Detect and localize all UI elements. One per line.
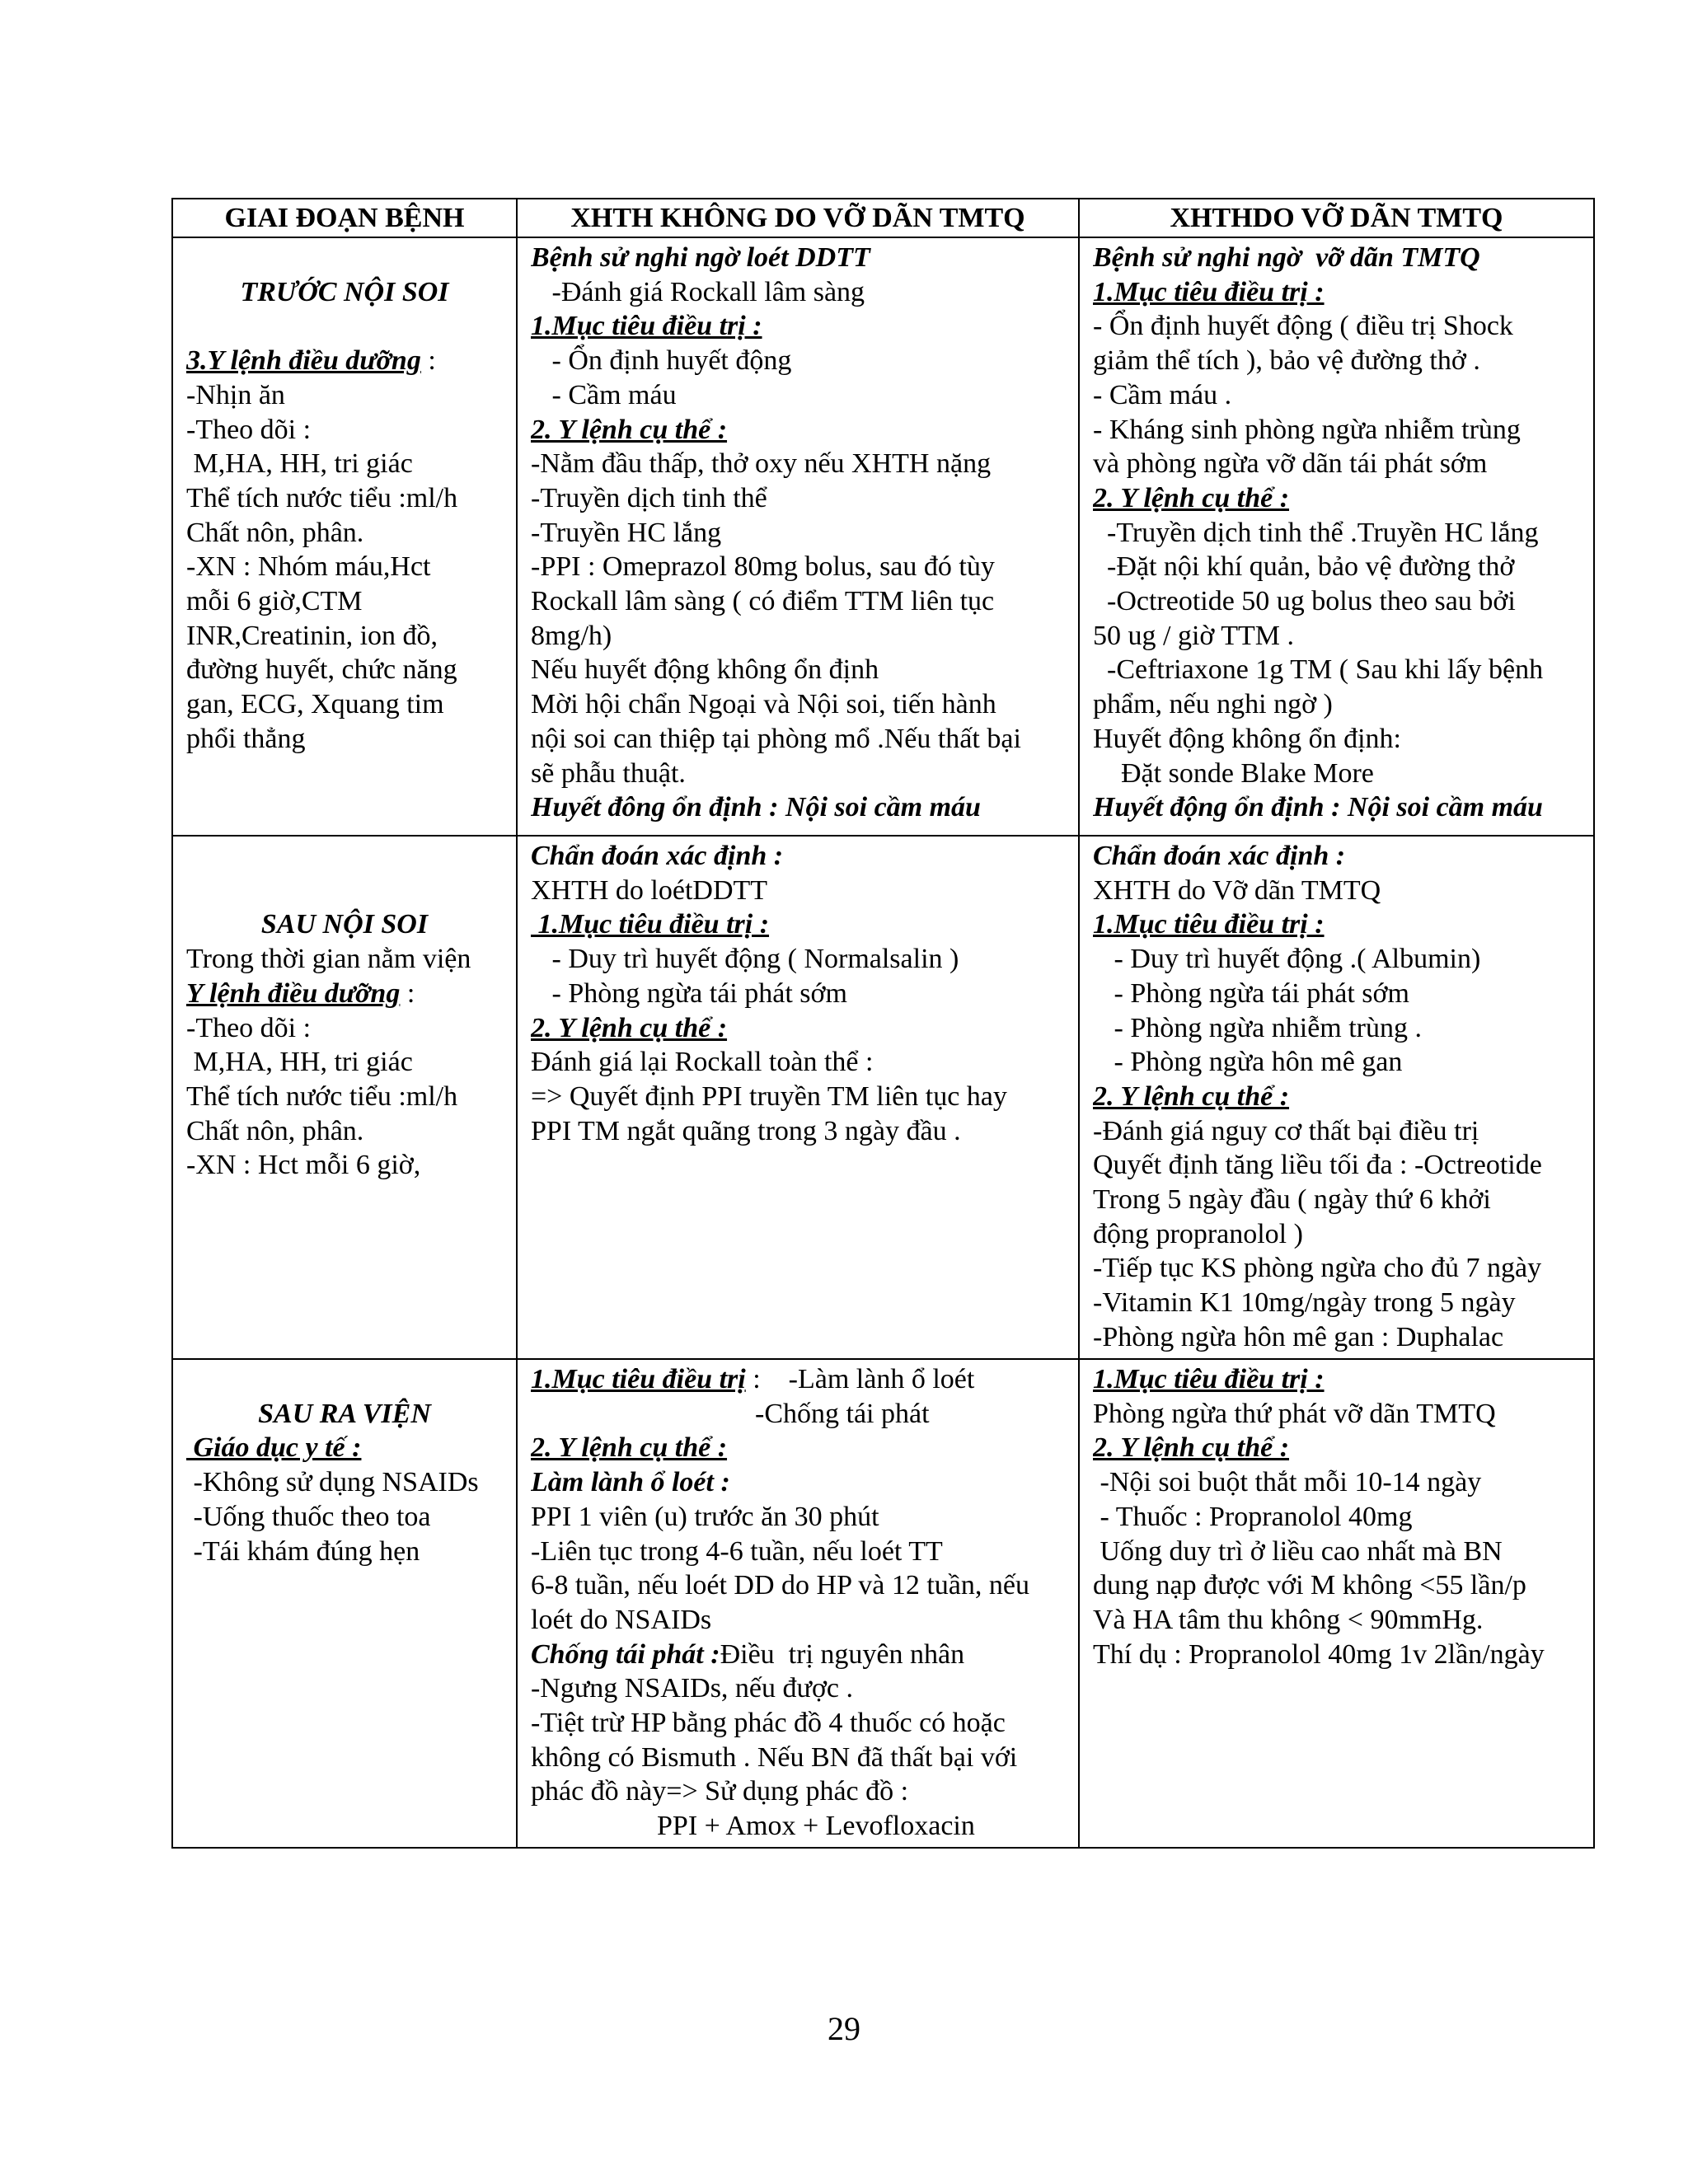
text-line: -Truyền dịch tinh thể .Truyền HC lắng	[1093, 517, 1539, 548]
text-line: -Truyền dịch tinh thể	[531, 482, 767, 513]
text-line: -Theo dõi :	[186, 414, 312, 445]
text-line: PPI + Amox + Levofloxacin	[531, 1811, 975, 1842]
variceal-cell	[1079, 1359, 1594, 1848]
text-line: -PPI : Omeprazol 80mg bolus, sau đó tùy	[531, 551, 995, 583]
text-line: 8mg/h)	[531, 620, 612, 651]
text-line: XHTH do Vỡ dãn TMTQ	[1093, 874, 1381, 906]
text-line: Quyết định tăng liều tối đa : -Octreotide	[1093, 1150, 1542, 1181]
text-line: -Vitamin K1 10mg/ngày trong 5 ngày	[1093, 1287, 1516, 1319]
table-row	[172, 1359, 1594, 1848]
text-line: PPI TM ngắt quãng trong 3 ngày đầu .	[531, 1115, 961, 1146]
section-heading: 2. Y lệnh cụ thể :	[1093, 1432, 1290, 1464]
text-line: Làm lành ổ loét :	[531, 1467, 730, 1498]
text-line: động propranolol )	[1093, 1218, 1303, 1249]
text-line: phẩm, nếu nghi ngờ )	[1093, 689, 1333, 720]
text-line: M,HA, HH, tri giác	[186, 448, 413, 480]
text-line: - Cầm máu .	[1093, 379, 1232, 410]
header-cell: XHTHDO VỠ DÃN TMTQ	[1079, 199, 1594, 237]
goal-heading: 1.Mục tiêu điều trị : -Làm lành ổ loét	[531, 1364, 975, 1394]
text-line: Thể tích nước tiểu :ml/h	[186, 482, 458, 513]
text-line: M,HA, HH, tri giác	[186, 1047, 413, 1078]
text-line: Huyết động không ổn định:	[1093, 723, 1401, 754]
text-line: -Tái khám đúng hẹn	[186, 1535, 420, 1567]
order-heading: Y lệnh điều dưỡng :	[186, 977, 415, 1009]
text-line: Chất nôn, phân.	[186, 517, 364, 548]
stage-cell	[172, 1359, 517, 1848]
text-line: - Duy trì huyết động .( Albumin)	[1093, 944, 1481, 975]
text-line: và phòng ngừa vỡ dãn tái phát sớm	[1093, 448, 1488, 480]
text-line: Chống tái phát :Điều trị nguyên nhân	[531, 1638, 965, 1670]
non-variceal-cell	[517, 836, 1079, 1359]
text-line: -Nằm đầu thấp, thở oxy nếu XHTH nặng	[531, 448, 992, 480]
text-line: XHTH do loétDDTT	[531, 874, 768, 906]
text-line: dung nạp được với M không <55 lần/p	[1093, 1570, 1526, 1601]
variceal-cell	[1079, 836, 1594, 1359]
text-line: Trong 5 ngày đầu ( ngày thứ 6 khởi	[1093, 1184, 1491, 1216]
non-variceal-cell	[517, 237, 1079, 836]
text-line: - Kháng sinh phòng ngừa nhiễm trùng	[1093, 414, 1521, 445]
section-heading: 2. Y lệnh cụ thể :	[1093, 482, 1290, 513]
text-line: - Ổn định huyết động	[531, 345, 792, 377]
treatment-table	[171, 198, 1595, 1849]
text-line: nội soi can thiệp tại phòng mổ .Nếu thất bại	[531, 723, 1021, 754]
table-row	[172, 237, 1594, 836]
text-line: - Cầm máu	[531, 379, 677, 410]
stage-title: TRƯỚC NỘI SOI	[240, 276, 449, 307]
section-heading: 2. Y lệnh cụ thể :	[531, 1012, 728, 1043]
text-line: Bệnh sử nghi ngờ loét DDTT	[531, 242, 870, 273]
text-line: -Theo dõi :	[186, 1012, 312, 1043]
text-line: Chẩn đoán xác định :	[1093, 841, 1346, 871]
text-line: -Nhịn ăn	[186, 379, 285, 410]
header-cell: GIAI ĐOẠN BỆNH	[172, 199, 517, 237]
page-number: 29	[828, 2010, 860, 2047]
text-line: phác đồ này=> Sử dụng phác đồ :	[531, 1776, 909, 1807]
stage-cell	[172, 237, 517, 836]
section-heading: 1.Mục tiêu điều trị :	[531, 311, 762, 342]
text-line: -Liên tục trong 4-6 tuần, nếu loét TT	[531, 1535, 943, 1567]
text-line: Và HA tâm thu không < 90mmHg.	[1093, 1604, 1484, 1635]
text-line: -Uống thuốc theo toa	[186, 1501, 431, 1532]
section-heading: 2. Y lệnh cụ thể :	[531, 414, 728, 445]
text-line: Phòng ngừa thứ phát vỡ dãn TMTQ	[1093, 1398, 1496, 1429]
text-line: 50 ug / giờ TTM .	[1093, 620, 1295, 651]
text-line: -XN : Hct mỗi 6 giờ,	[186, 1150, 421, 1181]
text-line: - Phòng ngừa hôn mê gan	[1093, 1047, 1403, 1078]
text-line: Chẩn đoán xác định :	[531, 841, 784, 871]
text-line: - Phòng ngừa tái phát sớm	[1093, 977, 1409, 1009]
header-row	[172, 199, 1594, 237]
text-line: -Ceftriaxone 1g TM ( Sau khi lấy bệnh	[1093, 654, 1544, 686]
text-line: Thể tích nước tiểu :ml/h	[186, 1080, 458, 1112]
text-line: -Nội soi buột thắt mỗi 10-14 ngày	[1093, 1467, 1482, 1498]
table-row	[172, 836, 1594, 1359]
text-line: -Chống tái phát	[531, 1398, 930, 1429]
text-line: Đánh giá lại Rockall toàn thể :	[531, 1047, 874, 1078]
section-heading: 1.Mục tiêu điều trị :	[531, 909, 770, 940]
stage-title: SAU NỘI SOI	[260, 909, 429, 940]
text-line: -Ngưng NSAIDs, nếu được .	[531, 1673, 854, 1704]
text-line: -Đánh giá Rockall lâm sàng	[531, 276, 865, 307]
text-line: Đặt sonde Blake More	[1093, 757, 1374, 789]
text-line: -XN : Nhóm máu,Hct	[186, 551, 431, 583]
text-line: 6-8 tuần, nếu loét DD do HP và 12 tuần, nếu	[531, 1570, 1029, 1601]
text-line: Thí dụ : Propranolol 40mg 1v 2lần/ngày	[1093, 1638, 1545, 1670]
text-line: gan, ECG, Xquang tim	[186, 689, 444, 720]
text-line: Mời hội chẩn Ngoại và Nội soi, tiến hành	[531, 689, 996, 720]
stage-cell	[172, 836, 517, 1359]
text-line: loét do NSAIDs	[531, 1604, 712, 1635]
section-heading: 1.Mục tiêu điều trị :	[1093, 909, 1325, 940]
text-line: Bệnh sử nghi ngờ vỡ dãn TMTQ	[1093, 242, 1480, 273]
text-line: PPI 1 viên (u) trước ăn 30 phút	[531, 1501, 879, 1532]
text-line: giảm thể tích ), bảo vệ đường thở .	[1093, 345, 1480, 377]
text-line: Huyết đông ổn định : Nội soi cầm máu	[531, 792, 981, 823]
text-line: -Tiệt trừ HP bằng phác đồ 4 thuốc có hoặc	[531, 1708, 1006, 1739]
text-line: mỗi 6 giờ,CTM	[186, 586, 363, 617]
text-line: Trong thời gian nằm viện	[186, 944, 471, 975]
section-heading: Giáo dục y tế :	[186, 1432, 362, 1464]
text-line: Nếu huyết động không ổn định	[531, 654, 879, 686]
text-line: - Duy trì huyết động ( Normalsalin )	[531, 944, 959, 975]
text-line: Uống duy trì ở liều cao nhất mà BN	[1093, 1535, 1503, 1567]
text-line: -Tiếp tục KS phòng ngừa cho đủ 7 ngày	[1093, 1253, 1542, 1284]
text-line: -Đặt nội khí quản, bảo vệ đường thở	[1093, 551, 1515, 583]
text-line: INR,Creatinin, ion đồ,	[186, 620, 438, 651]
section-heading: 2. Y lệnh cụ thể :	[531, 1432, 728, 1464]
variceal-cell	[1079, 237, 1594, 836]
text-line: - Phòng ngừa tái phát sớm	[531, 977, 847, 1009]
text-line: - Ổn định huyết động ( điều trị Shock	[1093, 311, 1513, 342]
text-line: -Không sử dụng NSAIDs	[186, 1467, 479, 1498]
text-line: - Thuốc : Propranolol 40mg	[1093, 1501, 1413, 1532]
text-line: -Octreotide 50 ug bolus theo sau bởi	[1093, 586, 1516, 617]
text-line: không có Bismuth . Nếu BN đã thất bại với	[531, 1741, 1018, 1773]
text-line: đường huyết, chức năng	[186, 654, 457, 686]
section-heading: 1.Mục tiêu điều trị :	[1093, 1364, 1325, 1394]
text-line: -Phòng ngừa hôn mê gan : Duphalac	[1093, 1321, 1504, 1352]
header-cell: XHTH KHÔNG DO VỠ DÃN TMTQ	[517, 199, 1079, 237]
text-line: -Truyền HC lắng	[531, 517, 722, 548]
text-line: -Đánh giá nguy cơ thất bại điều trị	[1093, 1115, 1479, 1146]
text-line: phổi thẳng	[186, 723, 306, 754]
order-heading: 3.Y lệnh điều dưỡng :	[186, 345, 436, 377]
text-line: - Phòng ngừa nhiễm trùng .	[1093, 1012, 1423, 1043]
section-heading: 2. Y lệnh cụ thể :	[1093, 1080, 1290, 1112]
text-line: Huyết động ổn định : Nội soi cầm máu	[1093, 792, 1543, 823]
section-heading: 1.Mục tiêu điều trị :	[1093, 276, 1325, 307]
non-variceal-cell	[517, 1359, 1079, 1848]
text-line: => Quyết định PPI truyền TM liên tục hay	[531, 1080, 1007, 1112]
text-line: sẽ phẫu thuật.	[531, 757, 686, 789]
text-line: Rockall lâm sàng ( có điểm TTM liên tục	[531, 586, 995, 617]
text-line: Chất nôn, phân.	[186, 1115, 364, 1146]
stage-title: SAU RA VIỆN	[258, 1398, 431, 1429]
